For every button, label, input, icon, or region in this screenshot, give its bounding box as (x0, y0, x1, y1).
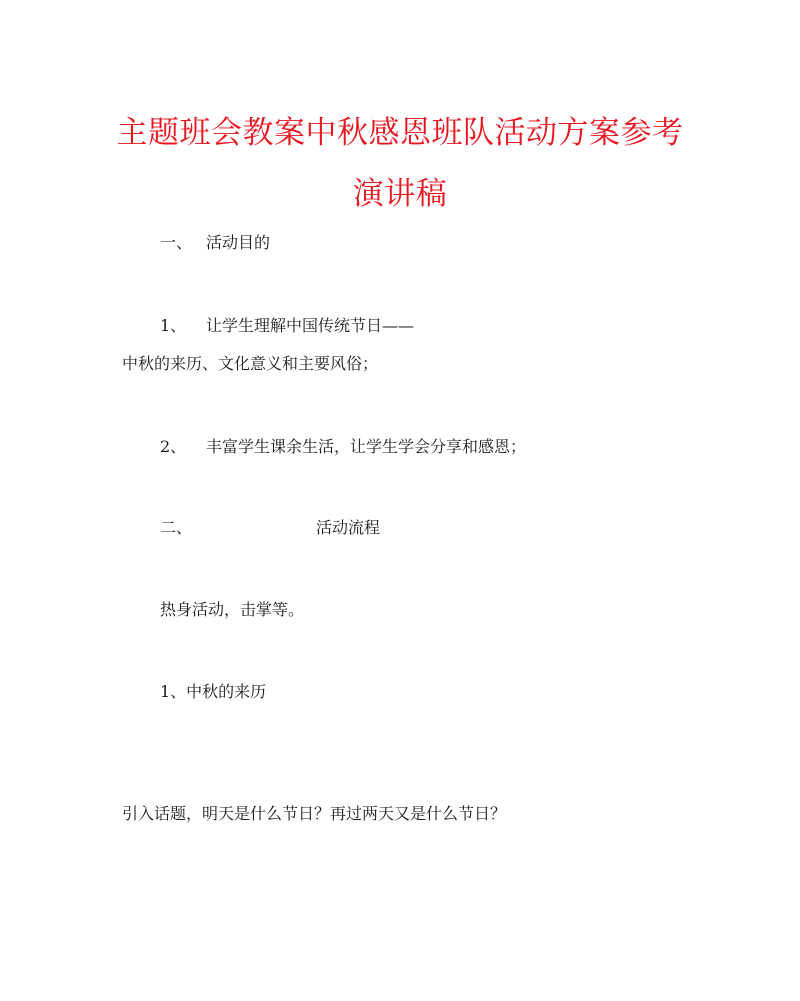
section-1-heading: 活动目的 (206, 233, 271, 252)
step-1-heading: 1、中秋的来历 (160, 682, 267, 701)
goal-2-marker: 2、 (160, 437, 187, 456)
section-2-heading: 活动流程 (316, 518, 381, 537)
intro-paragraph: 引入话题，明天是什么节日？再过两天又是什么节日？ (122, 804, 507, 823)
goal-1-text-continued: 中秋的来历、文化意义和主要风俗； (122, 354, 379, 373)
section-2-marker: 二、 (160, 518, 193, 537)
document-title: 主题班会教案中秋感恩班队活动方案参考 (116, 115, 684, 151)
goal-2-text: 丰富学生课余生活，让学生学会分享和感恩； (206, 437, 527, 456)
document-title-continued: 演讲稿 (352, 176, 448, 212)
warmup-activity: 热身活动，击掌等。 (160, 600, 305, 619)
goal-1-text: 让学生理解中国传统节日—— (206, 316, 415, 335)
section-1-marker: 一、 (160, 233, 193, 252)
goal-1-marker: 1、 (160, 316, 187, 335)
